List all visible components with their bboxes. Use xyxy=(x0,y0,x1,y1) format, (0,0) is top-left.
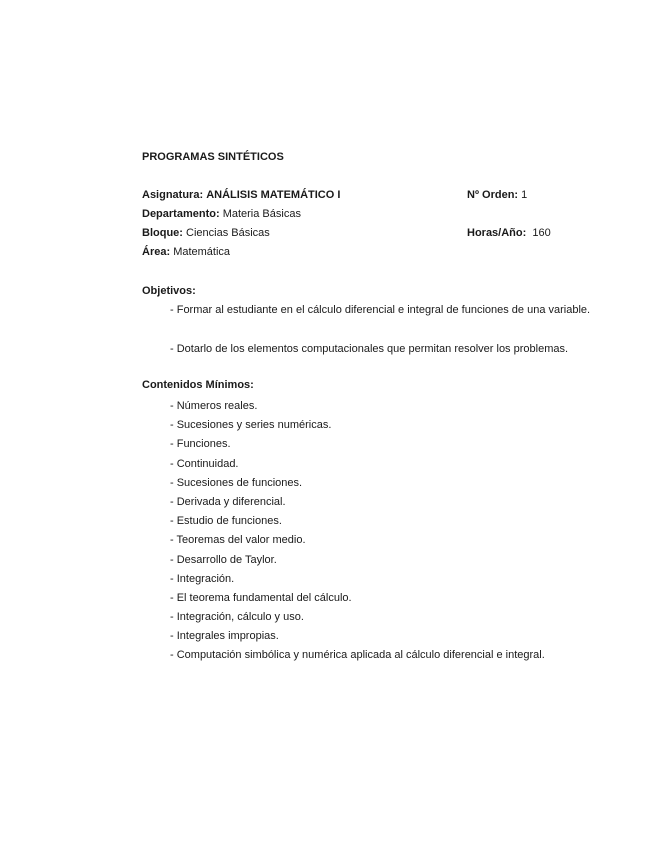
asignatura-field xyxy=(142,189,340,201)
objetivo-text: - Dotarlo de los elementos computacionales que permitan resolver los problemas. xyxy=(170,343,569,355)
list-item: - Integrales impropias. xyxy=(170,630,279,643)
horas-label: Horas/Año: xyxy=(467,227,527,239)
list-item: - Integración. xyxy=(170,572,235,585)
objetivo-text: - Formar al estudiante en el cálculo diferencial e integral de funciones de una variable. xyxy=(170,304,591,316)
bloque-label: Bloque: xyxy=(142,227,183,239)
list-item: - Computación simbólica y numérica aplicada al cálculo diferencial e integral. xyxy=(170,649,545,662)
bloque-value: Ciencias Básicas xyxy=(186,227,270,239)
list-item: - Sucesiones de funciones. xyxy=(170,476,303,489)
asignatura-value: ANÁLISIS MATEMÁTICO I xyxy=(206,189,341,201)
area-field xyxy=(142,246,230,258)
objetivos-heading: Objetivos: xyxy=(142,285,196,297)
list-item: - El teorema fundamental del cálculo. xyxy=(170,591,352,604)
area-label: Área: xyxy=(142,246,171,258)
contenidos-heading: Contenidos Mínimos: xyxy=(142,379,254,391)
list-item: - Continuidad. xyxy=(170,457,239,470)
orden-value: 1 xyxy=(521,189,528,201)
objetivo-item xyxy=(170,340,593,358)
list-item: - Integración, cálculo y uso. xyxy=(170,611,304,624)
horas-value: 160 xyxy=(532,227,551,239)
list-item: - Desarrollo de Taylor. xyxy=(170,553,277,566)
orden-field xyxy=(467,189,527,201)
page-title: PROGRAMAS SINTÉTICOS xyxy=(142,151,284,163)
list-item: - Estudio de funciones. xyxy=(170,515,282,528)
departamento-value: Materia Básicas xyxy=(222,208,301,220)
list-item: - Sucesiones y series numéricas. xyxy=(170,419,332,432)
list-item: - Derivada y diferencial. xyxy=(170,495,286,508)
orden-label: Nº Orden: xyxy=(467,189,519,201)
departamento-field xyxy=(142,208,301,220)
horas-field xyxy=(467,227,551,239)
objetivo-item xyxy=(170,301,593,319)
asignatura-label: Asignatura: xyxy=(142,189,204,201)
list-item: - Funciones. xyxy=(170,438,231,451)
contenidos-list xyxy=(170,399,545,668)
area-value: Matemática xyxy=(173,246,231,258)
list-item: - Teoremas del valor medio. xyxy=(170,534,306,547)
bloque-field xyxy=(142,227,270,239)
list-item: - Números reales. xyxy=(170,400,258,412)
departamento-label: Departamento: xyxy=(142,208,220,220)
